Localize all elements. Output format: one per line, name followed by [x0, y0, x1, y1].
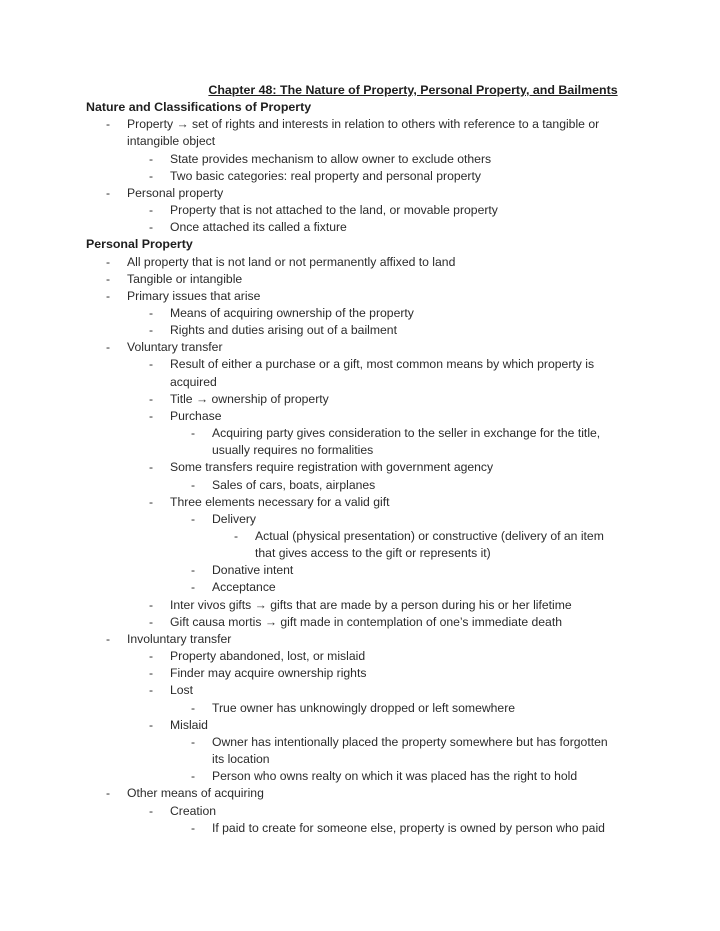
list-item [86, 185, 680, 202]
list-item-text: Involuntary transfer [127, 631, 232, 646]
bullet-dash: - [149, 666, 154, 681]
list-item [86, 288, 680, 305]
bullet-dash: - [106, 254, 111, 269]
list-item [86, 700, 680, 717]
list-item-text: Means of acquiring ownership of the property [170, 305, 414, 320]
list-item [86, 597, 680, 614]
list-item-text: Some transfers require registration with government agency [170, 460, 494, 475]
list-item [86, 682, 680, 699]
list-item [86, 425, 680, 442]
bullet-dash: - [149, 683, 154, 698]
list-item [86, 202, 680, 219]
bullet-dash: - [149, 803, 154, 818]
bullet-dash: - [149, 220, 154, 235]
section-heading: Personal Property [86, 237, 193, 252]
list-item-text: Creation [170, 803, 217, 818]
list-item [86, 339, 680, 356]
list-item [86, 477, 680, 494]
bullet-dash: - [149, 597, 154, 612]
list-item [86, 459, 680, 476]
list-item-continuation [86, 374, 680, 391]
list-item [86, 820, 680, 837]
list-item-text: Title → ownership of property [170, 391, 329, 406]
list-item-text: Donative intent [212, 563, 294, 578]
list-item-continuation [86, 751, 680, 768]
list-item [86, 511, 680, 528]
list-item-continuation [86, 545, 680, 562]
list-item [86, 116, 680, 133]
list-item-text: Actual (physical presentation) or constructive (delivery of an item [255, 529, 604, 543]
list-item-text: Owner has intentionally placed the property somewhere but has forgotten [212, 734, 608, 749]
bullet-dash: - [106, 340, 111, 355]
list-item [86, 785, 680, 802]
list-item-text: Primary issues that arise [127, 288, 261, 303]
bullet-dash: - [191, 820, 196, 835]
bullet-dash: - [149, 408, 154, 423]
list-item [86, 648, 680, 665]
list-item-text: Other means of acquiring [127, 786, 264, 801]
bullet-dash: - [149, 460, 154, 475]
list-item [86, 614, 680, 631]
list-item-text: Acceptance [212, 580, 276, 595]
bullet-dash: - [106, 631, 111, 646]
bullet-dash: - [149, 717, 154, 732]
list-item [86, 528, 680, 545]
bullet-dash: - [149, 168, 154, 183]
bullet-dash: - [191, 700, 196, 715]
list-item-text: Property abandoned, lost, or mislaid [170, 649, 366, 664]
list-item [86, 768, 680, 785]
list-item [86, 305, 680, 322]
list-item-text: that gives access to the gift or represents it) [255, 546, 491, 561]
list-item-text: its location [212, 752, 270, 767]
bullet-dash: - [191, 563, 196, 578]
list-item-text: Person who owns realty on which it was placed has the right to hold [212, 769, 578, 784]
bullet-dash: - [106, 117, 111, 132]
list-item-text: Finder may acquire ownership rights [170, 666, 367, 681]
list-item-text: Property that is not attached to the land, or movable property [170, 202, 498, 217]
list-item [86, 631, 680, 648]
list-item-text: Result of either a purchase or a gift, most common means by which property is [170, 357, 595, 372]
list-item-text: If paid to create for someone else, property is owned by person who paid [212, 820, 605, 835]
bullet-dash: - [149, 357, 154, 372]
list-item [86, 356, 680, 373]
list-item [86, 254, 680, 271]
bullet-dash: - [191, 580, 196, 595]
bullet-dash: - [106, 786, 111, 801]
list-item-text: Once attached its called a fixture [170, 220, 347, 235]
bullet-dash: - [149, 494, 154, 509]
bullet-dash: - [149, 323, 154, 338]
list-item-text: Three elements necessary for a valid gift [170, 494, 390, 509]
bullet-dash: - [106, 288, 111, 303]
list-item-text: True owner has unknowingly dropped or left somewhere [212, 700, 516, 715]
list-item-text: Two basic categories: real property and personal property [170, 168, 481, 183]
list-item [86, 408, 680, 425]
list-item-text: Inter vivos gifts → gifts that are made by a person during his or her lifetime [170, 597, 572, 612]
list-item-text: Property → set of rights and interests in relation to others with reference to a tangible or [127, 117, 600, 132]
list-item [86, 151, 680, 168]
list-item-text: Sales of cars, boats, airplanes [212, 477, 376, 492]
list-item-text: Tangible or intangible [127, 271, 243, 286]
list-item-text: usually requires no formalities [212, 443, 374, 458]
list-item [86, 494, 680, 511]
bullet-dash: - [149, 202, 154, 217]
bullet-dash: - [149, 305, 154, 320]
bullet-dash: - [149, 649, 154, 664]
list-item [86, 803, 680, 820]
list-item-text: Purchase [170, 408, 222, 423]
list-item [86, 219, 680, 236]
list-item [86, 562, 680, 579]
bullet-dash: - [149, 391, 154, 406]
list-item-text: Rights and duties arising out of a bailment [170, 323, 397, 338]
notes-content [86, 99, 680, 837]
list-item-text: intangible object [127, 134, 216, 149]
list-item-text: Mislaid [170, 717, 208, 732]
list-item-text: Voluntary transfer [127, 340, 223, 355]
list-item-text: All property that is not land or not permanently affixed to land [127, 254, 456, 269]
bullet-dash: - [191, 511, 196, 526]
bullet-dash: - [191, 769, 196, 784]
bullet-dash: - [191, 734, 196, 749]
bullet-dash: - [234, 529, 239, 543]
list-item-text: Lost [170, 683, 194, 698]
list-item-text: acquired [170, 374, 217, 389]
bullet-dash: - [191, 477, 196, 492]
list-item-text: State provides mechanism to allow owner to exclude others [170, 151, 492, 166]
list-item-text: Delivery [212, 511, 257, 526]
list-item [86, 579, 680, 596]
list-item [86, 734, 680, 751]
bullet-dash: - [191, 426, 196, 441]
list-item [86, 168, 680, 185]
list-item-continuation [86, 442, 680, 459]
list-item-text: Personal property [127, 185, 224, 200]
bullet-dash: - [106, 271, 111, 286]
list-item [86, 391, 680, 408]
chapter-title: Chapter 48: The Nature of Property, Personal Property, and Bailments [208, 83, 618, 97]
list-item [86, 322, 680, 339]
bullet-dash: - [149, 614, 154, 629]
bullet-dash: - [149, 151, 154, 166]
list-item [86, 665, 680, 682]
list-item [86, 717, 680, 734]
section-heading: Nature and Classifications of Property [86, 100, 312, 114]
bullet-dash: - [106, 185, 111, 200]
list-item-text: Gift causa mortis → gift made in contemplation of one’s immediate death [170, 614, 562, 629]
list-item-continuation [86, 133, 680, 150]
list-item-text: Acquiring party gives consideration to the seller in exchange for the title, [212, 426, 601, 441]
list-item [86, 271, 680, 288]
